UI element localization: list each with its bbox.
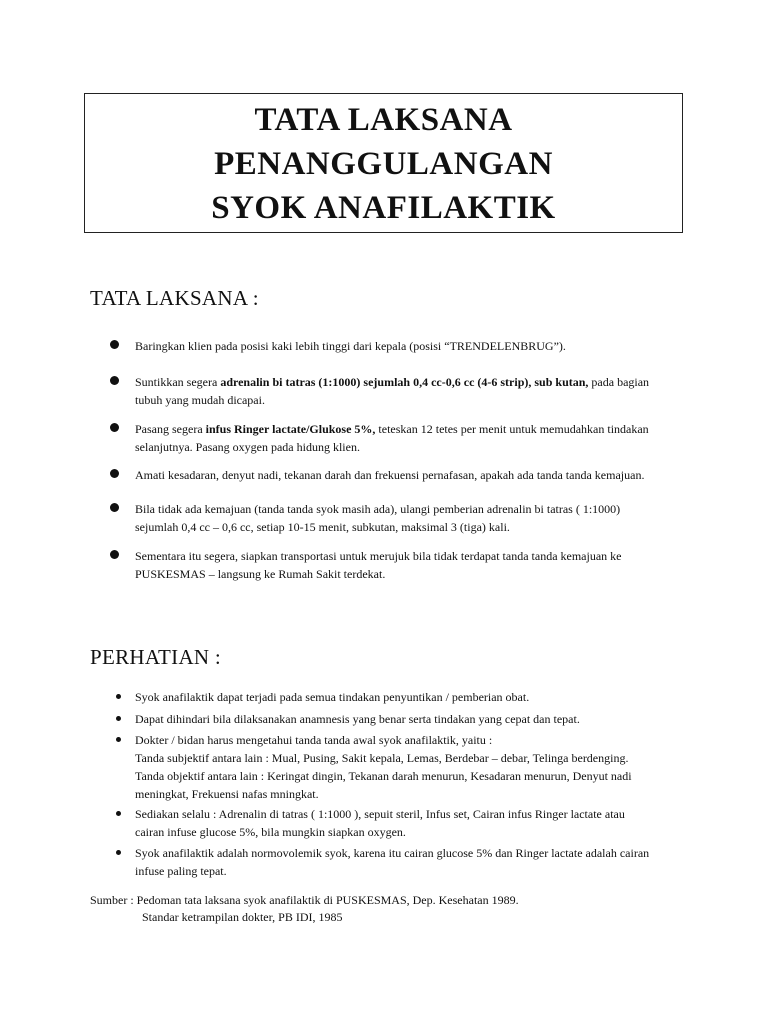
list-item bbox=[116, 731, 696, 803]
bullet-icon bbox=[116, 737, 121, 742]
list-item-text: Dokter / bidan harus mengetahui tanda tanda awal syok anafilaktik, yaitu : Tanda subjektif antara lain : Mual, Pusing, Sakit kepala, Lemas, Berdebar – debar, Telinga berdenging. Tanda objektif antara lain : Keringat dingin, Tekanan darah menurun, Kesadaran menurun, Denyut nadi meningkat, Frekuensi nafas mningkat. bbox=[135, 733, 632, 801]
list-item bbox=[110, 420, 690, 456]
bullet-icon bbox=[116, 850, 121, 855]
list-item-text: Amati kesadaran, denyut nadi, tekanan darah dan frekuensi pernafasan, apakah ada tanda tanda kemajuan. bbox=[135, 468, 645, 482]
list-item-text: Dapat dihindari bila dilaksanakan anamnesis yang benar serta tindakan yang cepat dan tepat. bbox=[135, 712, 580, 726]
bullet-icon bbox=[110, 376, 119, 385]
bullet-icon bbox=[110, 469, 119, 478]
bullet-icon bbox=[116, 811, 121, 816]
bullet-icon bbox=[110, 550, 119, 559]
list-item bbox=[116, 844, 696, 880]
list-item bbox=[110, 500, 690, 536]
title-line-1: TATA LAKSANA bbox=[254, 102, 513, 138]
list-item-text: Baringkan klien pada posisi kaki lebih tinggi dari kepala (posisi “TRENDELENBRUG”). bbox=[135, 339, 566, 353]
section-heading-perhatian: PERHATIAN : bbox=[90, 645, 222, 669]
list-item-text: Syok anafilaktik dapat terjadi pada semua tindakan penyuntikan / pemberian obat. bbox=[135, 690, 530, 704]
source-line-1: Sumber : Pedoman tata laksana syok anafilaktik di PUSKESMAS, Dep. Kesehatan 1989. bbox=[90, 893, 519, 907]
bullet-icon bbox=[116, 716, 121, 721]
list-item-text: Bila tidak ada kemajuan (tanda tanda syok masih ada), ulangi pemberian adrenalin bi tatras ( 1:1000) sejumlah 0,4 cc – 0,6 cc, setiap 10-15 menit, subkutan, maksimal 3 (tiga) kali. bbox=[135, 502, 621, 534]
bullet-icon bbox=[110, 340, 119, 349]
title-line-2: PENANGGULANGAN bbox=[214, 146, 553, 182]
list-item bbox=[116, 805, 696, 841]
source-line-2: Standar ketrampilan dokter, PB IDI, 1985 bbox=[142, 910, 343, 924]
list-item bbox=[110, 373, 690, 409]
list-item-text: Sediakan selalu : Adrenalin di tatras ( 1:1000 ), sepuit steril, Infus set, Cairan infus Ringer lactate atau cairan infuse glucose 5%, bila mungkin siapkan oxygen. bbox=[135, 807, 625, 839]
bullet-icon bbox=[110, 503, 119, 512]
list-item bbox=[116, 688, 696, 706]
list-item-text: Pasang segera infus Ringer lactate/Glukose 5%, teteskan 12 tetes per menit untuk memudahkan tindakan selanjutnya. Pasang oxygen pada hidung klien. bbox=[135, 422, 649, 454]
list-item bbox=[110, 466, 690, 484]
list-item-text: Sementara itu segera, siapkan transportasi untuk merujuk bila tidak terdapat tanda tanda kemajuan ke PUSKESMAS – langsung ke Rumah Sakit terdekat. bbox=[135, 549, 622, 581]
bullet-icon bbox=[110, 423, 119, 432]
title-box bbox=[84, 93, 683, 233]
list-item-text: Syok anafilaktik adalah normovolemik syok, karena itu cairan glucose 5% dan Ringer lactate adalah cairan infuse paling tepat. bbox=[135, 846, 650, 878]
title-line-3: SYOK ANAFILAKTIK bbox=[211, 190, 556, 226]
list-item bbox=[116, 710, 696, 728]
bullet-icon bbox=[116, 694, 121, 699]
list-item bbox=[110, 547, 690, 583]
list-item bbox=[110, 337, 690, 355]
list-item-text: Suntikkan segera adrenalin bi tatras (1:1000) sejumlah 0,4 cc-0,6 cc (4-6 strip), sub kutan, pada bagian tubuh yang mudah dicapai. bbox=[135, 375, 650, 407]
section-heading-tata-laksana: TATA LAKSANA : bbox=[90, 286, 259, 310]
source-note bbox=[90, 892, 519, 926]
